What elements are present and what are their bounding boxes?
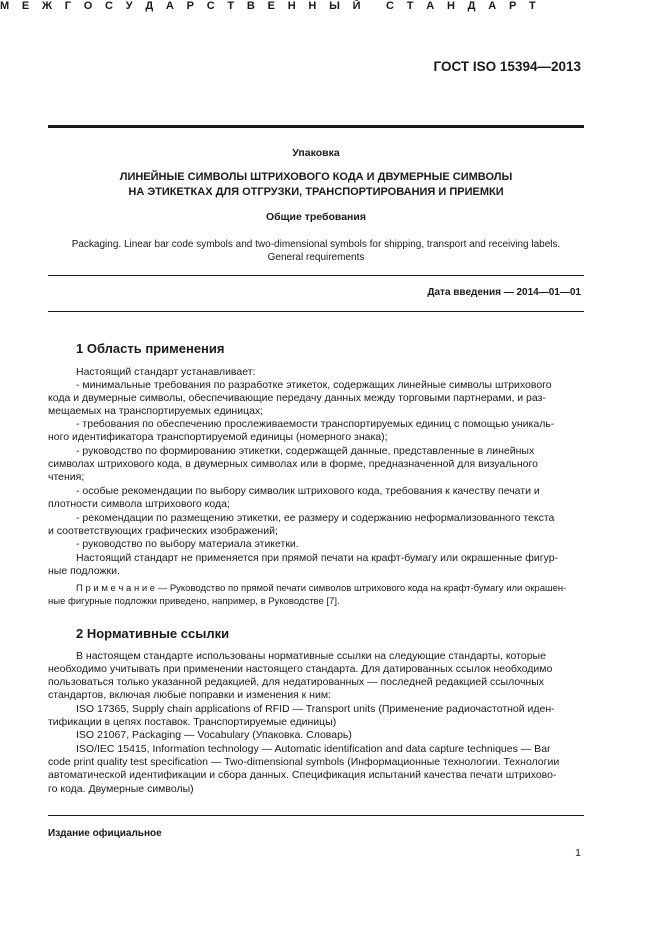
banner-letter: М — [0, 0, 10, 12]
banner-letter: Д — [145, 0, 154, 12]
document-subject: Упаковка — [292, 147, 340, 159]
paragraph-line: мещаемых на транспортируемых единицах; — [48, 405, 264, 417]
banner-letter: А — [426, 0, 435, 12]
paragraph-line: Настоящий стандарт не применяется при прямой печати на крафт-бумагу или окрашенные фигур- — [76, 552, 559, 564]
reference-line: тификации в цепях поставок. Транспортируемые единицы) — [48, 716, 337, 728]
banner-letter: Й — [352, 0, 361, 12]
date-divider — [48, 311, 584, 312]
banner-letter: Р — [186, 0, 194, 12]
document-title-line-1: ЛИНЕЙНЫЕ СИМВОЛЫ ШТРИХОВОГО КОДА И ДВУМЕРНЫЕ СИМВОЛЫ — [119, 171, 513, 183]
banner-letter: Н — [287, 0, 296, 12]
paragraph-line: необходимо учитывать при применении настоящего стандарта. Для датированных ссылок необходимо — [48, 663, 553, 675]
section-2-heading: 2 Нормативные ссылки — [76, 626, 230, 641]
english-title-line-1: Packaging. Linear bar code symbols and two-dimensional symbols for shipping, transport and receiving labels. — [71, 239, 561, 250]
banner-letter: Ж — [42, 0, 52, 12]
reference-line: автоматической идентификации и сбора данных. Спецификация испытаний качества печати штрихово- — [48, 769, 557, 781]
paragraph-line: кода и двумерные символы, обеспечивающие передачу данных между торговыми партнерами, и раз- — [48, 392, 546, 404]
banner-letter: А — [488, 0, 497, 12]
banner-letter: Т — [227, 0, 235, 12]
document-code: ГОСТ ISO 15394—2013 — [433, 59, 581, 74]
paragraph-line: - рекомендации по размещению этикетки, ее размеру и содержанию неформализованного текста — [76, 512, 555, 524]
interstate-standard-banner — [0, 0, 536, 12]
banner-letter: Н — [308, 0, 317, 12]
reference-line: го кода. Двумерные символы) — [48, 783, 194, 795]
title-divider — [48, 275, 584, 276]
paragraph-line: - минимальные требования по разработке этикеток, содержащих линейные символы штрихового — [76, 379, 552, 391]
banner-letter: Т — [406, 0, 414, 12]
banner-letter: Е — [267, 0, 275, 12]
reference-line: ISO 21067, Packaging — Vocabulary (Упаковка. Словарь) — [76, 729, 352, 741]
official-edition-label: Издание официальное — [48, 828, 162, 839]
paragraph-line: Настоящий стандарт устанавливает: — [76, 366, 256, 378]
reference-line: code print quality test specification — Two-dimensional symbols (Информационные технологии. Технологии — [48, 756, 560, 768]
section-1-heading: 1 Область применения — [76, 341, 225, 356]
introduction-date: Дата введения — 2014—01—01 — [427, 287, 581, 298]
banner-letter: С — [386, 0, 394, 12]
paragraph-line: и соответствующих графических изображений; — [48, 525, 278, 537]
banner-letter: Ы — [329, 0, 340, 12]
paragraph-line: - особые рекомендации по выбору символик штрихового кода, требования к качеству печати и — [76, 485, 540, 497]
banner-letter: О — [83, 0, 93, 12]
paragraph-line: - руководство по формированию этикетки, содержащей данные, представленные в линейных — [76, 445, 535, 457]
header-rule — [48, 125, 584, 128]
paragraph-line: В настоящем стандарте использованы нормативные ссылки на следующие стандарты, которые — [76, 650, 546, 662]
banner-letter: У — [125, 0, 133, 12]
reference-line: ISO/IEC 15415, Information technology — Automatic identification and data capture techniques — Bar — [76, 743, 551, 755]
banner-letter: В — [246, 0, 255, 12]
document-subtitle: Общие требования — [266, 211, 366, 223]
note-line: ные фигурные подложки приведено, например, в Руководстве [7]. — [48, 596, 340, 607]
footer-divider — [48, 815, 584, 816]
banner-letter: Е — [21, 0, 30, 12]
banner-letter: Н — [446, 0, 455, 12]
banner-letter: Д — [467, 0, 476, 12]
paragraph-line: чтения; — [48, 471, 85, 483]
page-number: 1 — [575, 847, 581, 859]
paragraph-line: - требования по обеспечению прослеживаемости транспортируемых единиц с помощью уникаль- — [76, 418, 555, 430]
reference-line: ISO 17365, Supply chain applications of RFID — Transport units (Применение радиочастотной иден- — [76, 703, 555, 715]
note-line: П р и м е ч а н и е — Руководство по прямой печати символов штрихового кода на крафт-бумагу или окрашен- — [76, 583, 567, 594]
paragraph-line: плотности символа штрихового кода; — [48, 498, 230, 510]
english-title-line-2: General requirements — [267, 252, 365, 263]
paragraph-line: пользоваться только указанной редакцией, для недатированных — последней редакцией ссылочных — [48, 676, 545, 688]
paragraph-line: ного идентификатора транспортируемой единицы (номерного знака); — [48, 431, 388, 443]
document-title-line-2: НА ЭТИКЕТКАХ ДЛЯ ОТГРУЗКИ, ТРАНСПОРТИРОВАНИЯ И ПРИЕМКИ — [128, 186, 504, 198]
paragraph-line: символах штрихового кода, в двумерных символах или в форме, предназначенной для визуального — [48, 458, 538, 470]
paragraph-line: ные подложки. — [48, 565, 120, 577]
banner-letter: Г — [64, 0, 71, 12]
banner-letter: С — [206, 0, 215, 12]
paragraph-line: стандартов, включая любые поправки и изменения к ним: — [48, 689, 331, 701]
banner-letter: Р — [508, 0, 517, 12]
paragraph-line: - руководство по выбору материала этикетки. — [76, 538, 299, 550]
banner-letter: С — [105, 0, 113, 12]
banner-letter: А — [165, 0, 174, 12]
banner-letter: Т — [529, 0, 536, 12]
